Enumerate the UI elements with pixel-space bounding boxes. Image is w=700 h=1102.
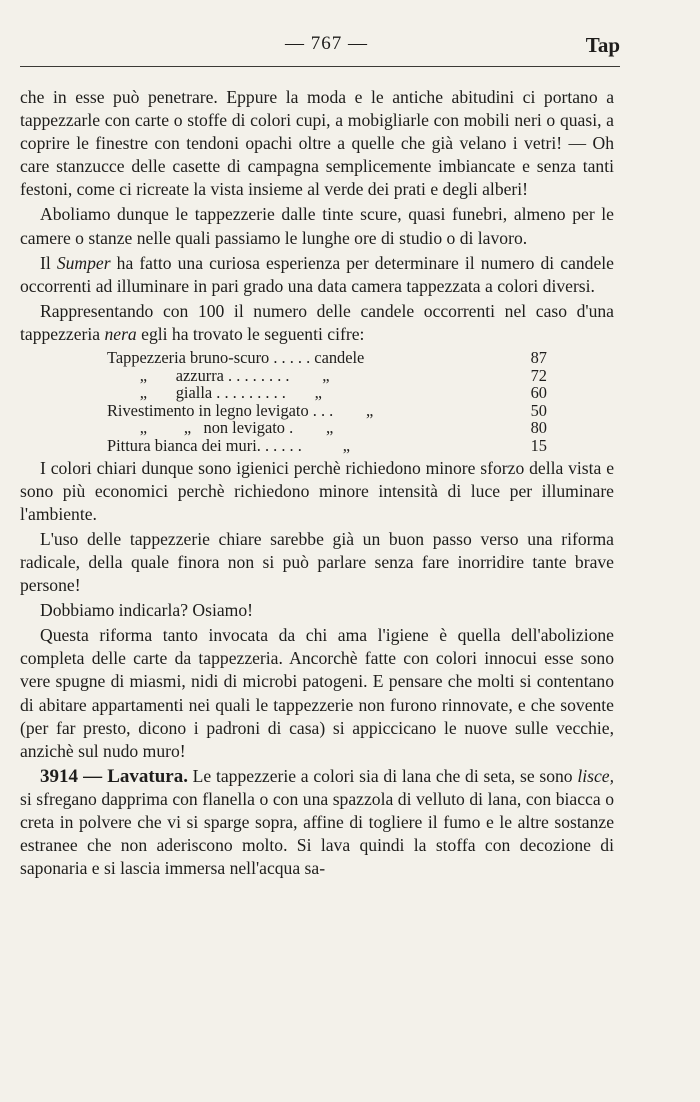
row-label: „ gialla . . . . . . . . . „ xyxy=(107,383,322,403)
page-number: — 767 — xyxy=(285,33,368,54)
running-head: Tap xyxy=(585,33,620,57)
paragraph-6: L'uso delle tappezzerie chiare sarebbe già un buon passo verso una riforma radicale, della quale finora non si può parlare senza fare inorridire tante brave persone! xyxy=(20,528,614,596)
italic-term: nera xyxy=(104,323,137,344)
entry-3914 xyxy=(20,765,614,880)
entry-text: Le tappezzerie a colori sia di lana che di seta, se sono xyxy=(187,765,578,786)
paragraph-8: Questa riforma tanto invocata da chi ama l'igiene è quella dell'abolizione completa delle carte da tappezzeria. Ancorchè fatte con colori innocui esse sono vere spugne di miasmi, nidi di microbi patogeni. E pensare che molti si contentano di abitare appartamenti nei quali le tappezzerie non furono rinnovate, e che sovente (per far presto, dicono i padroni di casa) si appiccicano le nuove sulle vecchie, anzichè sul nudo muro! xyxy=(20,625,614,761)
table-row xyxy=(107,349,547,367)
row-label: „ azzurra . . . . . . . . „ xyxy=(107,365,330,385)
paragraph-7: Dobbiamo indicarla? Osiamo! xyxy=(40,600,254,621)
row-value: 80 xyxy=(530,418,547,438)
italic-term: lisce, xyxy=(577,765,614,786)
row-label: „ „ non levigato . „ xyxy=(107,418,334,438)
row-label: Tappezzeria bruno-scuro . . . . . candele xyxy=(107,348,365,368)
row-label: Pittura bianca dei muri. . . . . . „ xyxy=(107,436,351,455)
page-header xyxy=(20,33,620,63)
row-value: 15 xyxy=(530,436,547,455)
table-row xyxy=(107,384,547,402)
row-label: Rivestimento in legno levigato . . . „ xyxy=(107,400,374,420)
paragraph-3-text: Il xyxy=(40,252,57,273)
paragraph-3 xyxy=(20,252,614,298)
paragraph-4 xyxy=(20,300,614,346)
author-name: Sumper xyxy=(56,252,111,273)
entry-title: Lavatura. xyxy=(107,765,188,787)
body-text xyxy=(20,86,614,882)
paragraph-5: I colori chiari dunque sono igienici perchè richiedono minore sforzo della vista e sono più economici perchè richiedono minore intensità di luce per illuminare l'ambiente. xyxy=(20,457,614,524)
row-value: 87 xyxy=(530,348,547,368)
table-row xyxy=(107,367,547,385)
entry-number: 3914 xyxy=(40,765,78,787)
paragraph-2: Aboliamo dunque le tappezzerie dalle tinte scure, quasi funebri, almeno per le camere o stanze nelle quali passiamo le lunghe ore di studio o di lavoro. xyxy=(20,204,614,248)
paragraph-1: che in esse può penetrare. Eppure la moda e le antiche abitudini ci portano a tappezzarle con carte o stoffe di colori cupi, a mobigliarle con mobili neri o quasi, a coprire le finestre con tendoni opachi oltre a quelle che già velano i vetri! — Oh care stanzucce delle casette di campagna semplicemente imbiancate e senza tanti festoni, come ci ricreate la vista insieme al verde dei prati e degli alberi! xyxy=(20,87,614,200)
candle-table xyxy=(107,349,547,455)
paragraph-3-text-cont: ha fatto una curiosa esperienza per determinare il numero di candele occorrenti ad illuminare in pari grado una data camera tappezzata a colori diversi. xyxy=(20,252,614,296)
paragraph-4-text: Rappresentando con 100 il numero delle candele occorrenti nel caso d'una tappezzeria xyxy=(20,300,614,344)
entry-dash: — xyxy=(78,765,108,787)
row-value: 72 xyxy=(530,365,547,385)
paragraph-4-text-cont: egli ha trovato le seguenti cifre: xyxy=(136,323,365,344)
header-rule xyxy=(20,66,620,67)
entry-text-cont: si sfregano dapprima con flanella o con una spazzola di velluto di lana, con biacca o creta in polvere che vi si sparge sopra, affine di togliere il fumo e le altre sostanze estranee che non aderiscono molto. Si lava quindi la stoffa con decozione di saponaria e si lascia immersa nell'acqua sa- xyxy=(20,788,614,879)
row-value: 50 xyxy=(530,400,547,420)
table-row xyxy=(107,402,547,420)
row-value: 60 xyxy=(530,383,547,403)
table-row xyxy=(107,419,547,437)
table-row xyxy=(107,437,547,455)
